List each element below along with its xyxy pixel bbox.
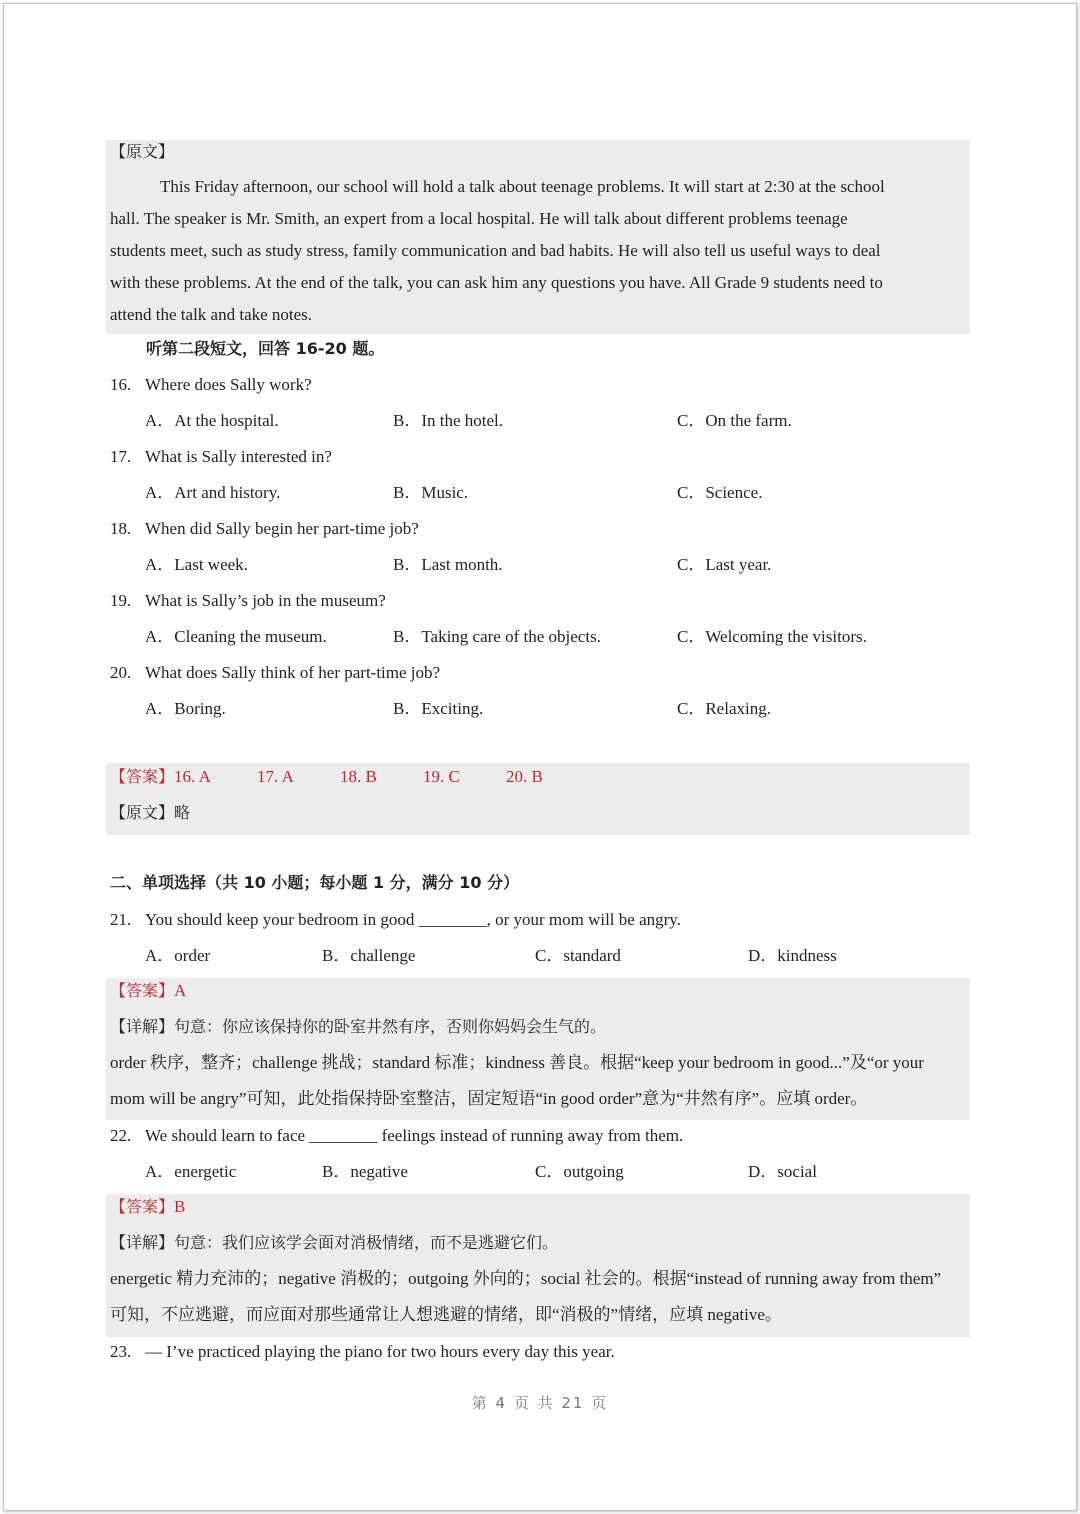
question-number: 17.	[110, 447, 132, 466]
question-text: — I’ve practiced playing the piano for two hours every day this year.	[145, 1342, 615, 1361]
answer-20: 20. B	[506, 767, 543, 786]
option-b: B．Taking care of the objects.	[393, 627, 601, 646]
transcript-line: attend the talk and take notes.	[110, 305, 313, 324]
option-b: B．challenge	[322, 946, 416, 965]
detail-text: 句意：你应该保持你的卧室井然有序，否则你妈妈会生气的。	[174, 1017, 607, 1036]
question-22	[110, 1123, 683, 1149]
transcript-omitted	[110, 800, 190, 826]
detail-line: energetic 精力充沛的；negative 消极的；outgoing 外向的；social 社会的。根据“instead of running away from them”	[110, 1269, 942, 1288]
option-a: A．Last week.	[145, 555, 248, 574]
option-c: C．Relaxing.	[677, 699, 771, 718]
detail-line	[110, 1014, 606, 1040]
question-16	[110, 372, 312, 398]
question-19	[110, 588, 386, 614]
detail-line: mom will be angry”可知，此处指保持卧室整洁，固定短语“in good order”意为“井然有序”。应填 order。	[110, 1089, 868, 1108]
option-a: A．At the hospital.	[145, 411, 279, 430]
detail-label: 【详解】	[110, 1233, 175, 1252]
question-number: 18.	[110, 519, 132, 538]
option-b: B．Exciting.	[393, 699, 484, 718]
answer-label: 【答案】	[110, 1197, 175, 1216]
question-text: What is Sally’s job in the museum?	[145, 591, 386, 610]
option-d: D．social	[748, 1162, 817, 1181]
question-21	[110, 907, 681, 933]
option-a: A．order	[145, 946, 211, 965]
question-text: What does Sally think of her part-time job?	[145, 663, 441, 682]
question-18	[110, 516, 419, 542]
question-number: 22.	[110, 1126, 132, 1145]
transcript-header: 【原文】	[110, 142, 175, 161]
question-number: 20.	[110, 663, 132, 682]
option-c: C．Science.	[677, 483, 763, 502]
option-c: C．Last year.	[677, 555, 772, 574]
question-number: 23.	[110, 1342, 132, 1361]
transcript-text: 略	[174, 803, 191, 822]
option-d: D．kindness	[748, 946, 837, 965]
option-b: B．Last month.	[393, 555, 503, 574]
option-c: C．standard	[535, 946, 621, 965]
question-text: You should keep your bedroom in good ________, or your mom will be angry.	[145, 910, 681, 929]
transcript-label: 【原文】	[110, 803, 175, 822]
answer-line	[110, 1194, 185, 1220]
detail-label: 【详解】	[110, 1017, 175, 1036]
detail-line	[110, 1230, 558, 1256]
detail-line: order 秩序，整齐；challenge 挑战；standard 标准；kindness 善良。根据“keep your bedroom in good...”及“or your	[110, 1053, 924, 1072]
detail-line: 可知，不应逃避，而应面对那些通常让人想逃避的情绪，即“消极的”情绪，应填 negative。	[110, 1305, 782, 1324]
question-number: 19.	[110, 591, 132, 610]
question-text: We should learn to face ________ feelings instead of running away from them.	[145, 1126, 684, 1145]
question-23	[110, 1339, 615, 1365]
option-c: C．outgoing	[535, 1162, 624, 1181]
transcript-line: hall. The speaker is Mr. Smith, an expert from a local hospital. He will talk about different problems teenage	[110, 209, 848, 228]
question-text: When did Sally begin her part-time job?	[145, 519, 419, 538]
answer-value: A	[174, 981, 187, 1000]
option-c: C．Welcoming the visitors.	[677, 627, 867, 646]
transcript-line: This Friday afternoon, our school will hold a talk about teenage problems. It will start at 2:30 at the school	[160, 177, 885, 196]
page-footer: 第 4 页 共 21 页	[471, 1394, 609, 1412]
answer-line	[110, 978, 186, 1004]
question-17	[110, 444, 332, 470]
question-text: What is Sally interested in?	[145, 447, 332, 466]
option-a: A．Art and history.	[145, 483, 281, 502]
answer-16: 16. A	[174, 767, 211, 786]
option-a: A．Cleaning the museum.	[145, 627, 327, 646]
option-a: A．Boring.	[145, 699, 226, 718]
answer-17: 17. A	[257, 767, 294, 786]
answer-label: 【答案】	[110, 981, 175, 1000]
question-text: Where does Sally work?	[145, 375, 312, 394]
answer-label: 【答案】	[110, 767, 175, 786]
option-b: B．negative	[322, 1162, 408, 1181]
answer-value: B	[174, 1197, 186, 1216]
transcript-line: with these problems. At the end of the talk, you can ask him any questions you have. All Grade 9 students need to	[110, 273, 883, 292]
detail-text: 句意：我们应该学会面对消极情绪，而不是逃避它们。	[174, 1233, 559, 1252]
question-number: 16.	[110, 375, 132, 394]
transcript-line: students meet, such as study stress, family communication and bad habits. He will also tell us useful ways to deal	[110, 241, 881, 260]
answer-18: 18. B	[340, 767, 377, 786]
option-b: B．Music.	[393, 483, 469, 502]
question-20	[110, 660, 440, 686]
option-b: B．In the hotel.	[393, 411, 504, 430]
option-c: C．On the farm.	[677, 411, 792, 430]
answers-line	[110, 764, 543, 790]
question-number: 21.	[110, 910, 132, 929]
part2-heading: 二、单项选择（共 10 小题；每小题 1 分，满分 10 分）	[110, 873, 520, 892]
option-a: A．energetic	[145, 1162, 237, 1181]
answer-19: 19. C	[423, 767, 460, 786]
section-instruction: 听第二段短文，回答 16-20 题。	[146, 339, 385, 358]
